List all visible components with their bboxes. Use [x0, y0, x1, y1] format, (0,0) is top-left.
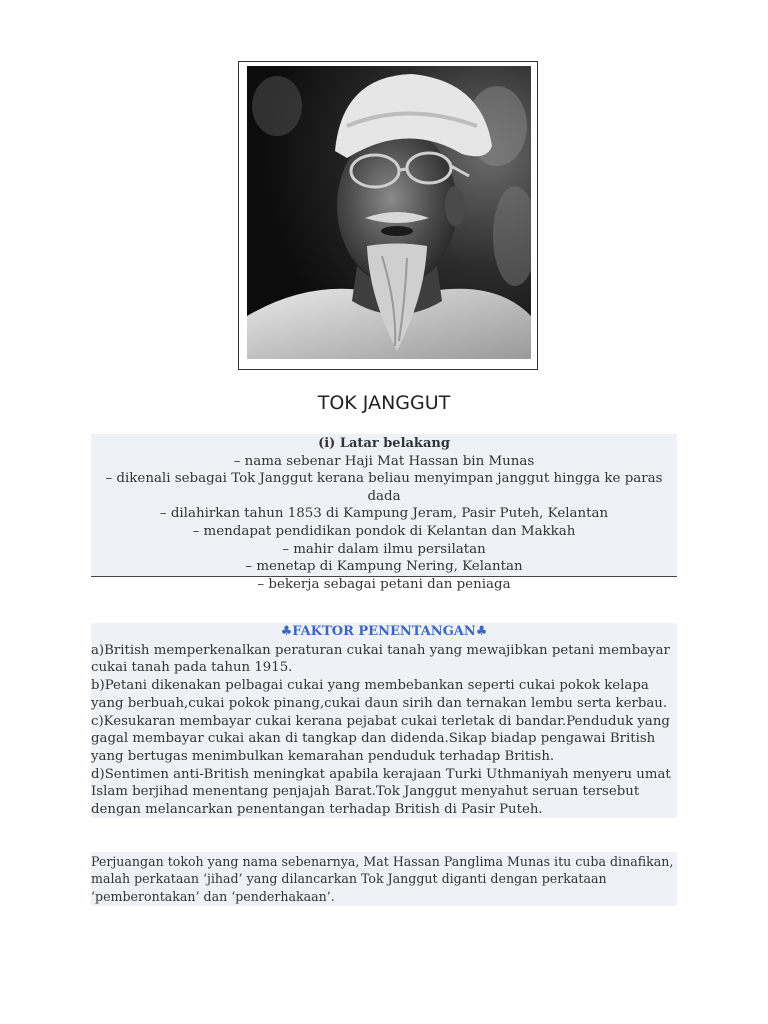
faktor-item: a)British memperkenalkan peraturan cukai tanah yang mewajibkan petani membayar cukai tanah pada tahun 1915. [91, 642, 670, 676]
faktor-item: c)Kesukaran membayar cukai kerana pejabat cukai terletak di bandar.Penduduk yang gagal membayar cukai akan di tangkap dan didenda.Sikap biadap pengawai British yang bertugas menimbulkan kemarahan penduduk terhadap British. [91, 713, 670, 764]
latar-line: – bekerja sebagai petani dan peniaga [257, 576, 511, 592]
latar-line: – dilahirkan tahun 1853 di Kampung Jeram, Pasir Puteh, Kelantan [159, 506, 609, 522]
latar-belakang-section [91, 434, 677, 592]
latar-line: – dikenali sebagai Tok Janggut kerana beliau menyimpan janggut hingga ke paras dada [105, 471, 663, 504]
portrait-frame [238, 61, 538, 370]
faktor-item: d)Sentimen anti-British meningkat apabila kerajaan Turki Uthmaniyah menyeru umat Islam berjihad menentang penjajah Barat.Tok Janggut menyahut seruan tersebut dengan melancarkan penentangan terhadap British di Pasir Puteh. [91, 766, 671, 818]
latar-line: – nama sebenar Haji Mat Hassan bin Munas [233, 453, 535, 469]
faktor-item: b)Petani dikenakan pelbagai cukai yang membebankan seperti cukai pokok kelapa yang berbuah,cukai pokok pinang,cukai daun sirih dan ternakan lembu serta kerbau. [91, 678, 668, 711]
latar-line: – mendapat pendidikan pondok di Kelantan dan Makkah [192, 523, 576, 539]
perjuangan-paragraph: Perjuangan tokoh yang nama sebenarnya, Mat Hassan Panglima Munas itu cuba dinafikan, malah perkataan ‘jihad’ yang dilancarkan Tok Janggut diganti dengan perkataan ‘pemberontakan’ dan ‘penderhakaan’. [91, 854, 674, 904]
perjuangan-section [91, 852, 677, 906]
latar-line: – mahir dalam ilmu persilatan [282, 541, 486, 557]
page-title: TOK JANGGUT [317, 392, 451, 414]
faktor-penentangan-section [91, 623, 677, 818]
portrait-photo [247, 66, 531, 359]
latar-belakang-heading: (i) Latar belakang [318, 436, 450, 451]
latar-line: – menetap di Kampung Nering, Kelantan [245, 559, 523, 575]
faktor-penentangan-heading: ♣FAKTOR PENENTANGAN♣ [280, 624, 488, 639]
